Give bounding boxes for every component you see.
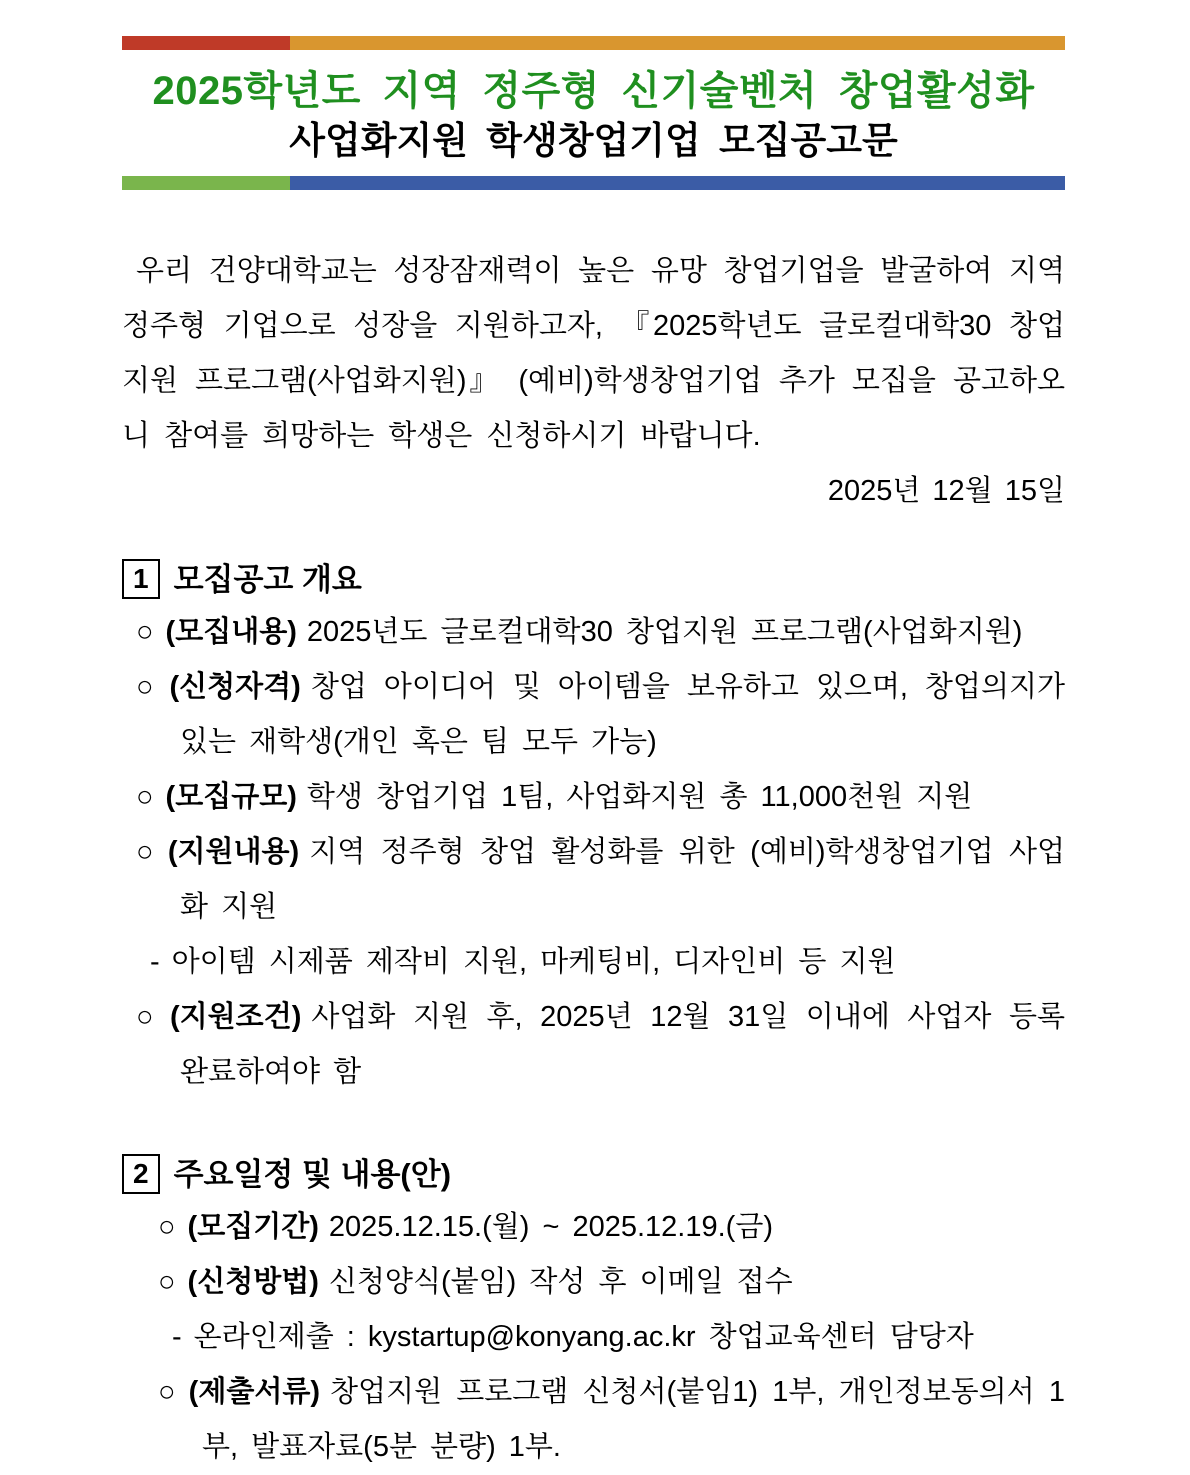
item-text: 신청양식(붙임) 작성 후 이메일 접수 (328, 1266, 793, 1299)
document-title-line2: 사업화지원 학생창업기업 모집공고문 (289, 120, 898, 161)
dash-bullet: - (150, 946, 160, 979)
bottom-divider-bar (122, 176, 1065, 190)
section-number-box: 2 (122, 1154, 160, 1194)
item-label: (모집내용) (165, 616, 297, 649)
intro-paragraph: 우리 건양대학교는 성장잠재력이 높은 유망 창업기업을 발굴하여 지역 정주형 기업으로 성장을 지원하고자, 『2025학년도 글로컬대학30 창업지원 프로그램(사업화지원)』 (예비)학생창업기업 추가 모집을 공고하오니 참여를 희망하는 학생은 신청하시기 바랍니다. (122, 255, 1065, 453)
item-text: 2025.12.15.(월) ~ 2025.12.19.(금) (328, 1211, 774, 1244)
bottom-bar-blue-segment (290, 176, 1065, 190)
section-title: 모집공고 개요 (173, 562, 362, 598)
item-text: 아이템 시제품 제작비 지원, 마케팅비, 디자인비 등 지원 (171, 946, 896, 979)
list-item (122, 825, 1065, 935)
circle-bullet: ○ (136, 1001, 158, 1034)
circle-bullet: ○ (136, 616, 154, 649)
circle-bullet: ○ (158, 1376, 177, 1409)
item-text: 학생 창업기업 1팀, 사업화지원 총 11,000천원 지원 (306, 781, 973, 814)
list-item (122, 770, 1065, 825)
section-gap (122, 1100, 1065, 1114)
sections-container (122, 555, 1065, 1475)
list-item (122, 660, 1065, 770)
item-text: 지역 정주형 창업 활성화를 위한 (예비)학생창업기업 사업화 지원 (180, 836, 1065, 924)
item-label: (신청자격) (169, 671, 301, 704)
header-banner (122, 36, 1065, 190)
document-title-line1: 2025학년도 지역 정주형 신기술벤처 창업활성화 (152, 69, 1035, 113)
section-title: 주요일정 및 내용(안) (173, 1157, 452, 1193)
list-item (144, 1255, 1065, 1310)
announcement-date: 2025년 12월 15일 (827, 475, 1065, 508)
circle-bullet: ○ (136, 671, 158, 704)
item-text: 2025년도 글로컬대학30 창업지원 프로그램(사업화지원) (306, 616, 1023, 649)
circle-bullet: ○ (136, 781, 154, 814)
list-item (122, 605, 1065, 660)
item-label: (신청방법) (187, 1266, 319, 1299)
bottom-bar-green-segment (122, 176, 290, 190)
list-subitem (122, 935, 1065, 990)
item-label: (지원조건) (170, 1001, 302, 1034)
item-text: 사업화 지원 후, 2025년 12월 31일 이내에 사업자 등록 완료하여야 함 (180, 1001, 1065, 1089)
item-label: (제출서류) (188, 1376, 321, 1409)
list-subitem (144, 1310, 1065, 1365)
item-label: (모집기간) (187, 1211, 319, 1244)
circle-bullet: ○ (158, 1211, 176, 1244)
item-label: (지원내용) (167, 836, 300, 869)
list-item (144, 1200, 1065, 1255)
top-bar-red-segment (122, 36, 290, 50)
section-header (122, 1150, 1065, 1200)
list-item (122, 990, 1065, 1100)
dash-bullet: - (172, 1321, 182, 1354)
circle-bullet: ○ (136, 836, 156, 869)
list-item (144, 1365, 1065, 1475)
item-label: (모집규모) (165, 781, 297, 814)
section-number-box: 1 (122, 559, 160, 599)
section-header (122, 555, 1065, 605)
item-text: 온라인제출 : kystartup@konyang.ac.kr 창업교육센터 담당자 (193, 1321, 974, 1354)
circle-bullet: ○ (158, 1266, 176, 1299)
top-divider-bar (122, 36, 1065, 50)
item-text: 창업 아이디어 및 아이템을 보유하고 있으며, 창업의지가 있는 재학생(개인 혹은 팀 모두 가능) (180, 671, 1065, 759)
item-text: 창업지원 프로그램 신청서(붙임1) 1부, 개인정보동의서 1부, 발표자료(5분 분량) 1부. (202, 1376, 1065, 1464)
top-bar-orange-segment (290, 36, 1065, 50)
